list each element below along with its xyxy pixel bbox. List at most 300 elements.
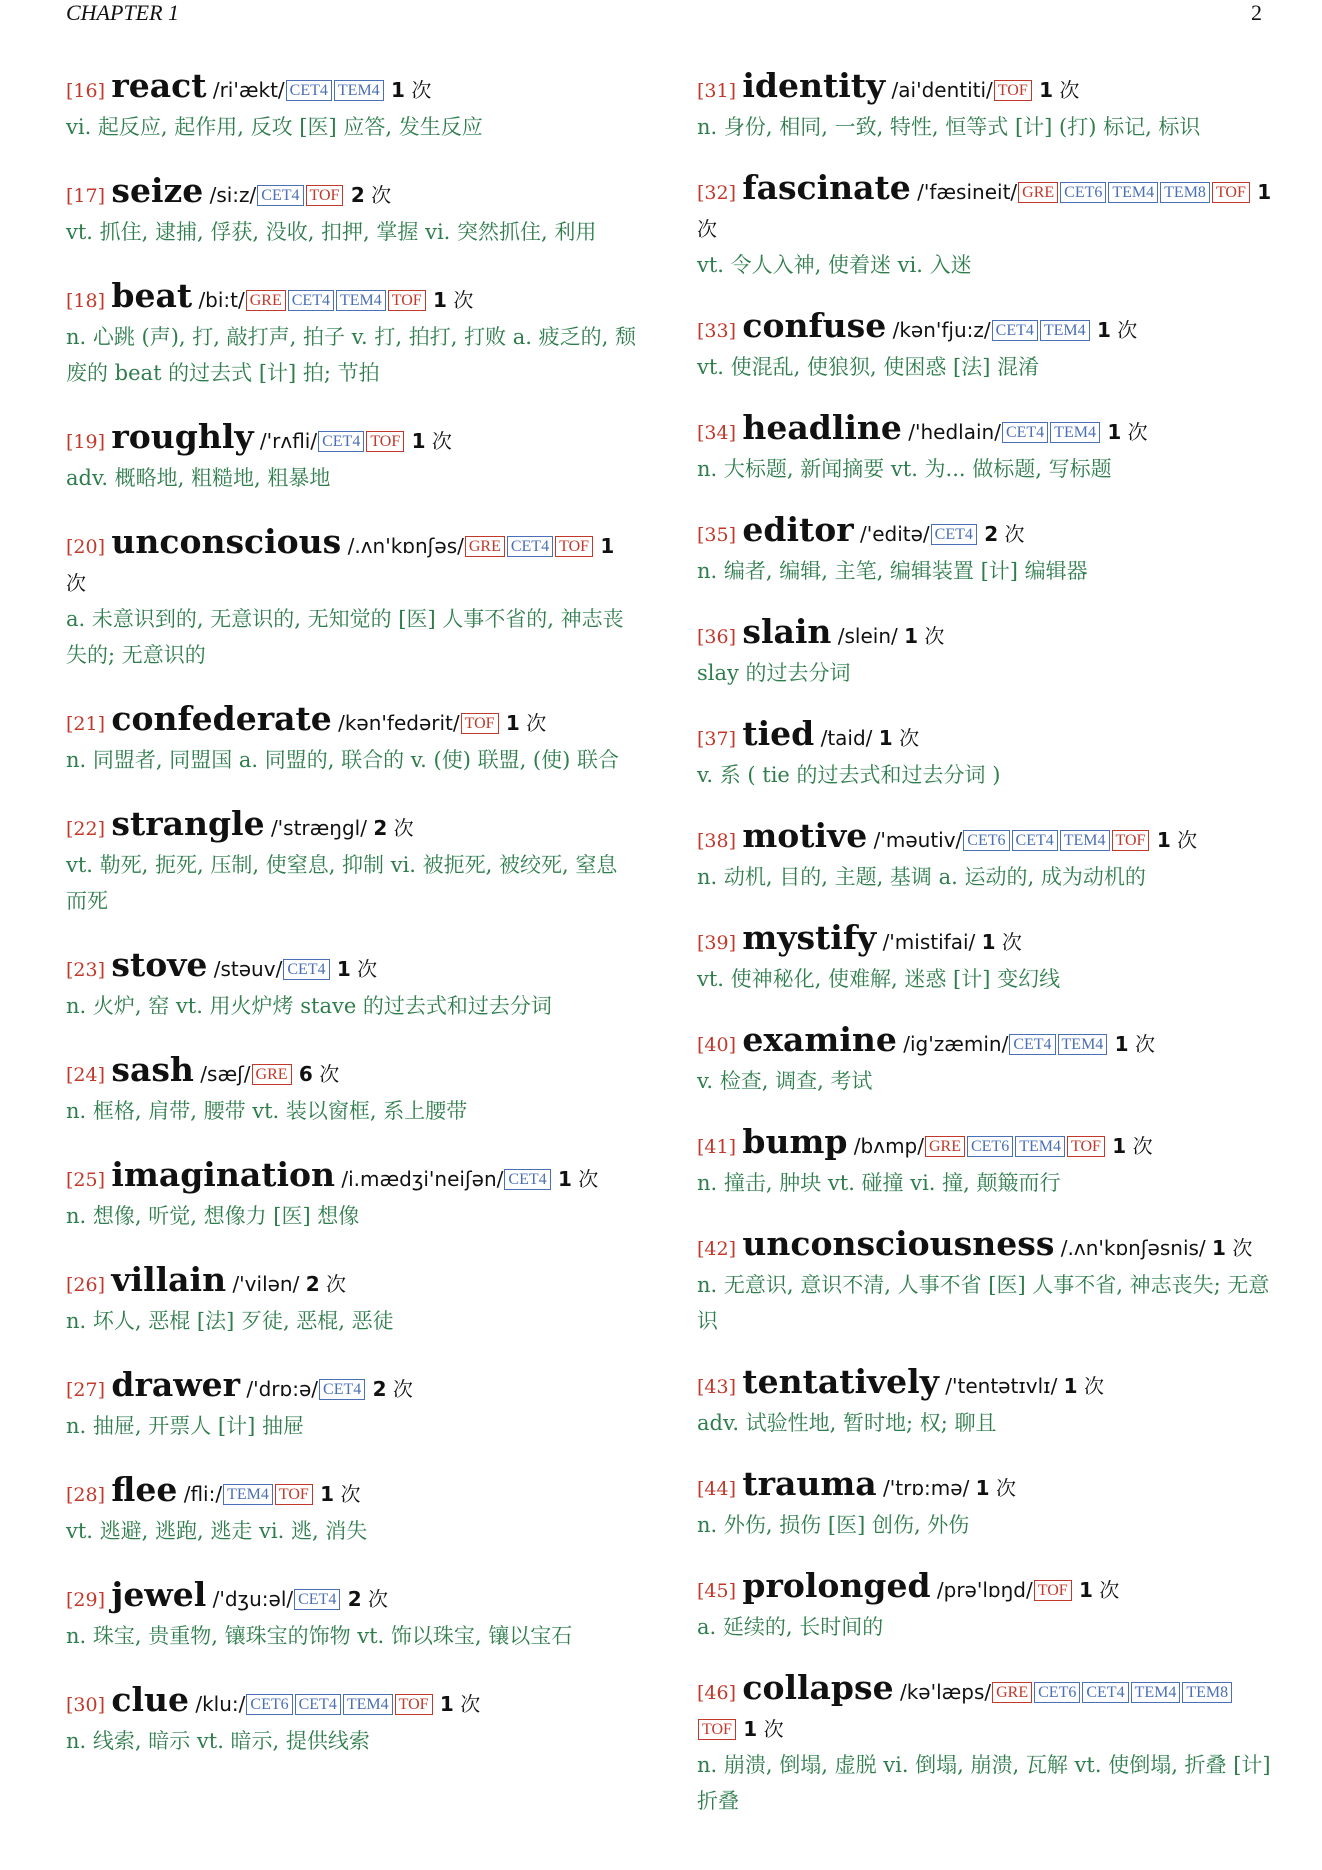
entry-count-number: 1	[433, 288, 447, 312]
entry-index: [41]	[697, 1136, 737, 1158]
entry-word: seize	[111, 171, 204, 210]
entry-headline	[697, 614, 1272, 655]
entry-index: [28]	[66, 1484, 106, 1506]
entry-headline	[697, 1226, 1272, 1267]
entry-definition: v. 检查, 调查, 考试	[697, 1069, 873, 1093]
vocab-entry	[66, 68, 636, 145]
entry-word: drawer	[111, 1365, 241, 1404]
entry-phonetic: /'vilən/	[232, 1272, 300, 1296]
entry-index: [39]	[697, 932, 737, 954]
entry-headline	[66, 1577, 636, 1618]
exam-tag-badge: CET6	[963, 830, 1009, 851]
entry-phonetic: /sæʃ/	[200, 1062, 251, 1086]
entry-headline	[697, 512, 1272, 553]
entry-definition: vt. 勒死, 扼死, 压制, 使窒息, 抑制 vi. 被扼死, 被绞死, 窒息而死	[66, 853, 618, 913]
entry-definition: vt. 使神秘化, 使难解, 迷惑 [计] 变幻线	[697, 967, 1061, 991]
entry-count-number: 1	[743, 1717, 758, 1741]
entry-count-number: 1	[320, 1482, 335, 1506]
entry-count-unit: 次	[1117, 318, 1138, 342]
entry-headline	[66, 278, 636, 319]
entry-index: [23]	[66, 959, 106, 981]
entry-count	[1115, 1032, 1155, 1056]
vocab-entry	[66, 1367, 636, 1444]
entry-count-number: 1	[411, 429, 426, 453]
exam-tag-badge: CET4	[288, 290, 334, 311]
entry-count	[1157, 828, 1197, 852]
left-column	[66, 68, 636, 1787]
exam-tag-badge: CET4	[283, 959, 329, 980]
exam-tag-badge: TOF	[366, 431, 404, 452]
entry-word: mystify	[742, 918, 877, 957]
exam-tag-badge: CET6	[246, 1694, 292, 1715]
exam-tag-badge: TOF	[395, 1694, 433, 1715]
entry-count-number: 1	[1097, 318, 1111, 342]
exam-tag-badge: TEM8	[1182, 1682, 1232, 1703]
entry-count	[1039, 78, 1079, 102]
exam-tag-badge: CET6	[967, 1136, 1013, 1157]
entry-count-number: 1	[1039, 78, 1054, 102]
entry-word: tied	[742, 714, 815, 753]
entry-definition: n. 珠宝, 贵重物, 镶珠宝的饰物 vt. 饰以珠宝, 镶以宝石	[66, 1624, 573, 1648]
entry-headline	[697, 1022, 1272, 1063]
entry-count-unit: 次	[325, 1272, 346, 1296]
exam-tag-badge: TEM4	[1040, 320, 1090, 341]
exam-tag-badge: CET4	[295, 1694, 341, 1715]
entry-count-unit: 次	[393, 816, 414, 840]
entry-headline	[66, 419, 636, 460]
entry-count-number: 1	[1156, 828, 1171, 852]
exam-tag-badge: CET4	[931, 524, 977, 545]
entry-headline	[697, 716, 1272, 757]
entry-definition: n. 火炉, 窑 vt. 用火炉烤 stave 的过去式和过去分词	[66, 994, 552, 1018]
entry-index: [44]	[697, 1478, 737, 1500]
entry-word: editor	[742, 510, 854, 549]
entry-word: headline	[742, 408, 902, 447]
entry-count-number: 1	[975, 1476, 990, 1500]
vocab-entry	[697, 818, 1272, 895]
exam-tag-badge: TOF	[1112, 830, 1150, 851]
entry-word: slain	[742, 612, 832, 651]
entry-count-unit: 次	[1134, 1032, 1155, 1056]
vocab-entry	[697, 920, 1272, 997]
entry-headline	[697, 920, 1272, 961]
entry-count-number: 1	[505, 711, 520, 735]
vocab-entry	[66, 278, 636, 391]
entry-phonetic: /'trɒ:mə/	[883, 1476, 970, 1500]
exam-tag-badge: TOF	[1067, 1136, 1105, 1157]
entry-count-unit: 次	[526, 711, 547, 735]
entry-count-unit: 次	[899, 726, 920, 750]
exam-tag-badge: TOF	[388, 290, 426, 311]
entry-count-number: 1	[981, 930, 996, 954]
vocab-entry	[697, 410, 1272, 487]
entry-count-number: 1	[1112, 1134, 1127, 1158]
entry-index: [46]	[697, 1682, 737, 1704]
vocab-entry	[66, 524, 636, 673]
entry-definition: n. 想像, 听觉, 想像力 [医] 想像	[66, 1204, 360, 1228]
vocab-entry	[697, 1568, 1272, 1645]
entry-definition: v. 系 ( tie 的过去式和过去分词 )	[697, 763, 1001, 787]
vocab-entry	[697, 170, 1272, 283]
entry-index: [38]	[697, 830, 737, 852]
vocab-entry	[697, 308, 1272, 385]
entry-count	[337, 957, 377, 981]
chapter-title: CHAPTER 1	[66, 0, 180, 25]
entry-index: [45]	[697, 1580, 737, 1602]
exam-tag-badge: CET4	[1082, 1682, 1128, 1703]
entry-headline	[66, 1052, 636, 1093]
entry-word: trauma	[742, 1464, 877, 1503]
entry-headline	[697, 68, 1272, 109]
exam-tag-badge: CET4	[504, 1169, 550, 1190]
entry-headline	[697, 1364, 1272, 1405]
vocab-entry	[697, 1124, 1272, 1201]
entry-count	[976, 1476, 1016, 1500]
entry-headline	[697, 1670, 1272, 1747]
entry-headline	[66, 173, 636, 214]
vocab-entry	[66, 1052, 636, 1129]
entry-phonetic: /'stræŋgl/	[270, 816, 367, 840]
entry-count-unit: 次	[367, 1587, 388, 1611]
entry-phonetic: /kən'fju:z/	[892, 318, 991, 342]
entry-count	[320, 1482, 360, 1506]
entry-count	[1079, 1578, 1119, 1602]
entry-count-unit: 次	[392, 1377, 413, 1401]
exam-tag-badge: TOF	[306, 185, 344, 206]
entry-phonetic: /prə'lɒŋd/	[936, 1578, 1033, 1602]
entry-definition: vt. 抓住, 逮捕, 俘获, 没收, 扣押, 掌握 vi. 突然抓住, 利用	[66, 220, 597, 244]
entry-count-number: 1	[600, 534, 615, 558]
vocab-entry	[66, 806, 636, 919]
right-column	[697, 68, 1272, 1844]
exam-tag-badge: CET4	[1002, 422, 1048, 443]
entry-headline	[66, 806, 636, 847]
entry-count-number: 1	[391, 78, 405, 102]
exam-tag-badge: GRE	[252, 1064, 292, 1085]
entry-headline	[697, 1568, 1272, 1609]
vocab-entry	[697, 716, 1272, 793]
entry-count	[391, 78, 431, 102]
entry-phonetic: /stəuv/	[213, 957, 283, 981]
exam-tag-badge: TEM4	[1015, 1136, 1065, 1157]
entry-word: stove	[111, 945, 208, 984]
entry-count-unit: 次	[66, 571, 86, 595]
entry-count-unit: 次	[1099, 1578, 1120, 1602]
exam-tag-badge: TOF	[555, 536, 593, 557]
entry-count-number: 1	[904, 624, 919, 648]
entry-count-unit: 次	[697, 217, 717, 241]
entry-count-unit: 次	[460, 1692, 481, 1716]
entry-headline	[66, 524, 636, 601]
entry-word: identity	[742, 66, 886, 105]
exam-tag-badge: CET4	[286, 80, 332, 101]
entry-headline	[66, 1262, 636, 1303]
entry-phonetic: /klu:/	[195, 1692, 246, 1716]
entry-count-number: 1	[1063, 1374, 1078, 1398]
entry-count-unit: 次	[1059, 78, 1080, 102]
exam-tag-badge: TEM8	[1160, 182, 1210, 203]
entry-count	[743, 1717, 783, 1741]
vocab-entry	[66, 1682, 636, 1759]
entry-word: bump	[742, 1122, 848, 1161]
entry-count-unit: 次	[1083, 1374, 1104, 1398]
exam-tag-badge: TEM4	[1131, 1682, 1181, 1703]
vocab-entry	[66, 173, 636, 250]
entry-count	[348, 1587, 388, 1611]
entry-word: villain	[111, 1260, 227, 1299]
entry-phonetic: /'drɒ:ə/	[246, 1377, 319, 1401]
exam-tag-badge: CET4	[992, 320, 1038, 341]
exam-tag-badge: TEM4	[1050, 422, 1100, 443]
entry-word: strangle	[111, 804, 265, 843]
entry-count-unit: 次	[319, 1062, 340, 1086]
entry-count-unit: 次	[1232, 1236, 1253, 1260]
entry-count-unit: 次	[763, 1717, 784, 1741]
entry-count	[412, 429, 452, 453]
entry-word: confederate	[111, 699, 332, 738]
entry-definition: n. 撞击, 肿块 vt. 碰撞 vi. 撞, 颠簸而行	[697, 1171, 1061, 1195]
entry-count-unit: 次	[1177, 828, 1198, 852]
entry-index: [19]	[66, 431, 106, 453]
entry-phonetic: /'tentətɪvlɪ/	[945, 1374, 1058, 1398]
entry-count-unit: 次	[1132, 1134, 1153, 1158]
entry-phonetic: /fli:/	[183, 1482, 223, 1506]
vocab-entry	[697, 1364, 1272, 1441]
entry-count	[1112, 1134, 1152, 1158]
entry-phonetic: /'rʌfli/	[259, 429, 318, 453]
entry-word: jewel	[111, 1575, 207, 1614]
entry-count-unit: 次	[995, 1476, 1016, 1500]
entry-phonetic: /.ʌn'kɒnʃəsnis/	[1060, 1236, 1206, 1260]
entry-phonetic: /ri'ækt/	[212, 78, 285, 102]
entry-headline	[697, 1124, 1272, 1165]
entry-count	[1097, 318, 1137, 342]
entry-phonetic: /'dʒu:əl/	[212, 1587, 294, 1611]
exam-tag-badge: TOF	[461, 713, 499, 734]
entry-count	[299, 1062, 339, 1086]
entry-count-unit: 次	[357, 957, 378, 981]
entry-index: [24]	[66, 1064, 106, 1086]
entry-index: [40]	[697, 1034, 737, 1056]
entry-definition: vt. 逃避, 逃跑, 逃走 vi. 逃, 消失	[66, 1519, 368, 1543]
entry-definition: n. 坏人, 恶棍 [法] 歹徒, 恶棍, 恶徒	[66, 1309, 394, 1333]
exam-tag-badge: TOF	[275, 1484, 313, 1505]
vocab-entry	[697, 1022, 1272, 1099]
vocab-entry	[697, 1226, 1272, 1339]
entry-count	[373, 1377, 413, 1401]
exam-tag-badge: GRE	[925, 1136, 965, 1157]
entry-phonetic: /.ʌn'kɒnʃəs/	[347, 534, 464, 558]
entry-count	[904, 624, 944, 648]
entry-definition: vi. 起反应, 起作用, 反攻 [医] 应答, 发生反应	[66, 115, 483, 139]
entry-count	[440, 1692, 480, 1716]
entry-index: [22]	[66, 818, 106, 840]
vocab-entry	[697, 1466, 1272, 1543]
entry-count	[306, 1272, 346, 1296]
entry-index: [20]	[66, 536, 106, 558]
exam-tag-badge: TOF	[698, 1719, 736, 1740]
entry-phonetic: /kən'fedərit/	[338, 711, 460, 735]
entry-word: sash	[111, 1050, 194, 1089]
entry-count-unit: 次	[431, 429, 452, 453]
entry-count-unit: 次	[1004, 522, 1025, 546]
exam-tag-badge: GRE	[992, 1682, 1032, 1703]
entry-index: [33]	[697, 320, 737, 342]
entry-count-unit: 次	[1001, 930, 1022, 954]
exam-tag-badge: GRE	[1018, 182, 1058, 203]
entry-definition: n. 心跳 (声), 打, 敲打声, 拍子 v. 打, 拍打, 打败 a. 疲乏的, 颓废的 beat 的过去式 [计] 拍; 节拍	[66, 325, 636, 385]
exam-tag-badge: TOF	[994, 80, 1032, 101]
vocab-entry	[697, 68, 1272, 145]
entry-word: unconscious	[111, 522, 342, 561]
entry-headline	[66, 1367, 636, 1408]
entry-definition: n. 大标题, 新闻摘要 vt. 为... 做标题, 写标题	[697, 457, 1112, 481]
exam-tag-badge: TEM4	[1058, 1034, 1108, 1055]
vocab-entry	[697, 614, 1272, 691]
entry-index: [29]	[66, 1589, 106, 1611]
entry-phonetic: /slein/	[837, 624, 898, 648]
entry-word: unconsciousness	[742, 1224, 1055, 1263]
entry-word: examine	[742, 1020, 897, 1059]
exam-tag-badge: CET6	[1034, 1682, 1080, 1703]
page-number: 2	[1251, 0, 1262, 25]
entry-definition: n. 线索, 暗示 vt. 暗示, 提供线索	[66, 1729, 370, 1753]
exam-tag-badge: TEM4	[334, 80, 384, 101]
entry-definition: adv. 概略地, 粗糙地, 粗暴地	[66, 466, 331, 490]
entry-count-number: 1	[1114, 1032, 1129, 1056]
entry-definition: n. 同盟者, 同盟国 a. 同盟的, 联合的 v. (使) 联盟, (使) 联合	[66, 748, 619, 772]
entry-definition: a. 延续的, 长时间的	[697, 1615, 884, 1639]
entry-phonetic: /'məutiv/	[873, 828, 963, 852]
entry-index: [17]	[66, 185, 106, 207]
exam-tag-badge: CET4	[294, 1589, 340, 1610]
entry-index: [43]	[697, 1376, 737, 1398]
entry-index: [18]	[66, 290, 106, 312]
entry-headline	[66, 947, 636, 988]
entry-count-unit: 次	[1127, 420, 1148, 444]
entry-phonetic: /kə'læps/	[899, 1680, 992, 1704]
vocab-entry	[697, 512, 1272, 589]
vocab-entry	[66, 1157, 636, 1234]
entry-count-unit: 次	[453, 288, 474, 312]
entry-headline	[697, 170, 1272, 247]
exam-tag-badge: TEM4	[336, 290, 386, 311]
entry-count-unit: 次	[924, 624, 945, 648]
entry-definition: n. 抽屉, 开票人 [计] 抽屉	[66, 1414, 304, 1438]
entry-index: [27]	[66, 1379, 106, 1401]
entry-count-number: 1	[1107, 420, 1122, 444]
entry-phonetic: /taid/	[820, 726, 873, 750]
exam-tag-badge: TEM4	[223, 1484, 273, 1505]
exam-tag-badge: GRE	[465, 536, 505, 557]
entry-definition: a. 未意识到的, 无意识的, 无知觉的 [医] 人事不省的, 神志丧失的; 无意识的	[66, 607, 624, 667]
entry-index: [35]	[697, 524, 737, 546]
vocab-entry	[66, 947, 636, 1024]
entry-definition: n. 身份, 相同, 一致, 特性, 恒等式 [计] (打) 标记, 标识	[697, 115, 1201, 139]
entry-word: prolonged	[742, 1566, 931, 1605]
entry-count-number: 2	[305, 1272, 320, 1296]
entry-word: confuse	[742, 306, 887, 345]
entry-phonetic: /'hedlain/	[908, 420, 1001, 444]
entry-count-number: 2	[984, 522, 999, 546]
entry-headline	[697, 308, 1272, 349]
entry-count-number: 1	[336, 957, 351, 981]
entry-count-unit: 次	[371, 183, 392, 207]
entry-count-number: 1	[439, 1692, 454, 1716]
vocab-entry	[66, 1262, 636, 1339]
entry-count	[351, 183, 391, 207]
entry-definition: n. 框格, 肩带, 腰带 vt. 装以窗框, 系上腰带	[66, 1099, 468, 1123]
entry-index: [21]	[66, 713, 106, 735]
vocab-entry	[66, 701, 636, 778]
entry-word: react	[111, 66, 207, 105]
vocab-entry	[66, 1577, 636, 1654]
entry-headline	[66, 701, 636, 742]
entry-count-number: 1	[1079, 1578, 1093, 1602]
entry-phonetic: /ig'zæmin/	[903, 1032, 1009, 1056]
entry-headline	[697, 1466, 1272, 1507]
entry-phonetic: /si:z/	[209, 183, 257, 207]
entry-index: [42]	[697, 1238, 737, 1260]
entry-index: [37]	[697, 728, 737, 750]
exam-tag-badge: TEM4	[343, 1694, 393, 1715]
entry-word: roughly	[111, 417, 254, 456]
entry-headline	[66, 1157, 636, 1198]
page-header	[66, 0, 1262, 30]
entry-count	[1064, 1374, 1104, 1398]
entry-phonetic: /bi:t/	[198, 288, 245, 312]
entry-word: imagination	[111, 1155, 335, 1194]
entry-phonetic: /bʌmp/	[853, 1134, 924, 1158]
entry-count-number: 1	[1257, 180, 1272, 204]
entry-headline	[66, 1682, 636, 1723]
entry-index: [26]	[66, 1274, 106, 1296]
entry-phonetic: /'fæsineit/	[917, 180, 1018, 204]
entry-word: tentatively	[742, 1362, 939, 1401]
entry-word: clue	[111, 1680, 189, 1719]
entry-word: collapse	[742, 1668, 894, 1707]
exam-tag-badge: TOF	[1212, 182, 1250, 203]
entry-index: [34]	[697, 422, 737, 444]
entry-phonetic: /'editə/	[859, 522, 930, 546]
entry-index: [31]	[697, 80, 737, 102]
entry-definition: adv. 试验性地, 暂时地; 权; 聊且	[697, 1411, 997, 1435]
entry-count	[433, 288, 473, 312]
vocab-entry	[66, 419, 636, 496]
entry-phonetic: /i.mædʒi'neiʃən/	[341, 1167, 504, 1191]
entry-definition: n. 编者, 编辑, 主笔, 编辑装置 [计] 编辑器	[697, 559, 1088, 583]
entry-count-unit: 次	[411, 78, 432, 102]
entry-count-unit: 次	[578, 1167, 599, 1191]
entry-count-number: 2	[372, 1377, 387, 1401]
entry-count-number: 2	[350, 183, 365, 207]
entry-phonetic: /ai'dentiti/	[891, 78, 993, 102]
exam-tag-badge: CET4	[319, 1379, 365, 1400]
exam-tag-badge: CET4	[507, 536, 553, 557]
exam-tag-badge: CET4	[257, 185, 303, 206]
entry-count-number: 2	[373, 816, 388, 840]
vocab-entry	[697, 1670, 1272, 1819]
entry-count	[879, 726, 919, 750]
entry-count	[984, 522, 1024, 546]
entry-definition: n. 无意识, 意识不清, 人事不省 [医] 人事不省, 神志丧失; 无意识	[697, 1273, 1270, 1333]
entry-count	[982, 930, 1022, 954]
exam-tag-badge: CET6	[1060, 182, 1106, 203]
entry-index: [32]	[697, 182, 737, 204]
vocab-entry	[66, 1472, 636, 1549]
entry-index: [16]	[66, 80, 106, 102]
exam-tag-badge: CET4	[1012, 830, 1058, 851]
